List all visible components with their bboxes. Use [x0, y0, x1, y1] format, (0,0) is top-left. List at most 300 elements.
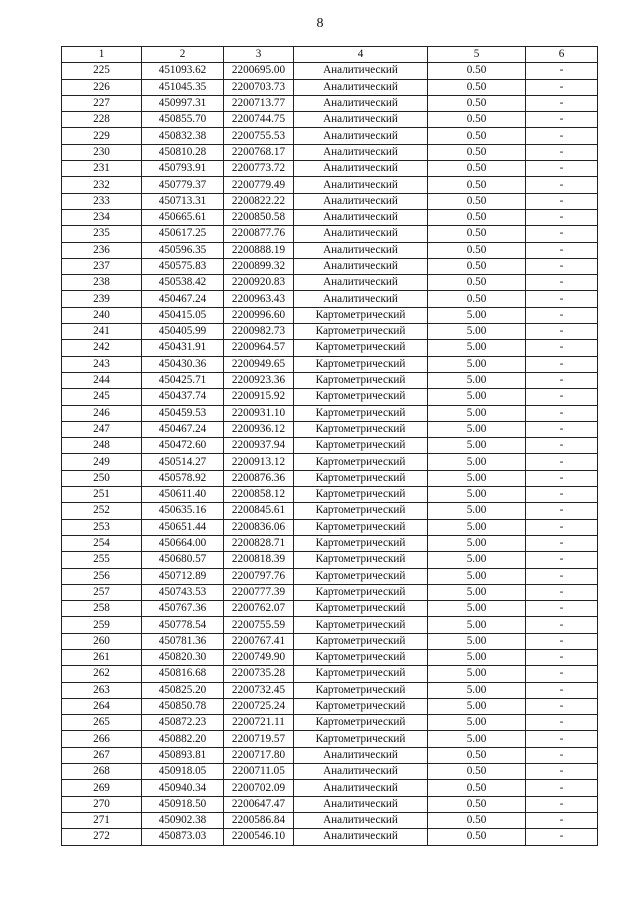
cell-y-coordinate: 2200923.36 — [224, 372, 294, 388]
cell-accuracy: 0.50 — [428, 63, 526, 79]
table-row — [62, 177, 598, 193]
cell-method: Аналитический — [294, 63, 428, 79]
cell-y-coordinate: 2200721.11 — [224, 715, 294, 731]
cell-y-coordinate: 2200713.77 — [224, 95, 294, 111]
table-row — [62, 617, 598, 633]
cell-point-number: 253 — [62, 519, 142, 535]
cell-method: Картометрический — [294, 584, 428, 600]
cell-x-coordinate: 450810.28 — [142, 144, 224, 160]
cell-x-coordinate: 450680.57 — [142, 552, 224, 568]
table-row — [62, 682, 598, 698]
cell-y-coordinate: 2200647.47 — [224, 796, 294, 812]
cell-method: Картометрический — [294, 389, 428, 405]
cell-y-coordinate: 2200818.39 — [224, 552, 294, 568]
cell-method: Картометрический — [294, 552, 428, 568]
cell-note: - — [526, 454, 598, 470]
cell-x-coordinate: 450832.38 — [142, 128, 224, 144]
cell-x-coordinate: 450893.81 — [142, 747, 224, 763]
cell-x-coordinate: 450430.36 — [142, 356, 224, 372]
cell-method: Аналитический — [294, 209, 428, 225]
cell-note: - — [526, 829, 598, 845]
cell-x-coordinate: 450664.00 — [142, 535, 224, 551]
cell-method: Картометрический — [294, 454, 428, 470]
cell-point-number: 250 — [62, 470, 142, 486]
table-row — [62, 258, 598, 274]
table-row — [62, 356, 598, 372]
cell-y-coordinate: 2200546.10 — [224, 829, 294, 845]
table-row — [62, 193, 598, 209]
cell-point-number: 259 — [62, 617, 142, 633]
cell-point-number: 268 — [62, 764, 142, 780]
cell-method: Картометрический — [294, 372, 428, 388]
table-row — [62, 812, 598, 828]
cell-y-coordinate: 2200963.43 — [224, 291, 294, 307]
cell-method: Картометрический — [294, 503, 428, 519]
cell-x-coordinate: 450902.38 — [142, 812, 224, 828]
cell-y-coordinate: 2200936.12 — [224, 421, 294, 437]
cell-y-coordinate: 2200899.32 — [224, 258, 294, 274]
cell-y-coordinate: 2200744.75 — [224, 112, 294, 128]
cell-x-coordinate: 450415.05 — [142, 307, 224, 323]
cell-point-number: 230 — [62, 144, 142, 160]
cell-note: - — [526, 209, 598, 225]
cell-note: - — [526, 372, 598, 388]
cell-x-coordinate: 450437.74 — [142, 389, 224, 405]
table-row — [62, 275, 598, 291]
cell-x-coordinate: 450514.27 — [142, 454, 224, 470]
table-row — [62, 535, 598, 551]
cell-point-number: 243 — [62, 356, 142, 372]
table-row — [62, 649, 598, 665]
cell-y-coordinate: 2200845.61 — [224, 503, 294, 519]
cell-method: Аналитический — [294, 95, 428, 111]
cell-accuracy: 0.50 — [428, 747, 526, 763]
cell-note: - — [526, 747, 598, 763]
cell-point-number: 245 — [62, 389, 142, 405]
cell-note: - — [526, 128, 598, 144]
cell-method: Аналитический — [294, 79, 428, 95]
cell-y-coordinate: 2200725.24 — [224, 698, 294, 714]
cell-accuracy: 5.00 — [428, 503, 526, 519]
cell-accuracy: 5.00 — [428, 454, 526, 470]
cell-method: Картометрический — [294, 470, 428, 486]
cell-method: Картометрический — [294, 568, 428, 584]
cell-y-coordinate: 2200982.73 — [224, 324, 294, 340]
cell-note: - — [526, 405, 598, 421]
cell-note: - — [526, 421, 598, 437]
table-row — [62, 487, 598, 503]
cell-y-coordinate: 2200913.12 — [224, 454, 294, 470]
cell-accuracy: 5.00 — [428, 584, 526, 600]
cell-x-coordinate: 450873.03 — [142, 829, 224, 845]
cell-note: - — [526, 503, 598, 519]
table-row — [62, 340, 598, 356]
cell-point-number: 272 — [62, 829, 142, 845]
cell-y-coordinate: 2200996.60 — [224, 307, 294, 323]
column-header-2: 2 — [142, 47, 224, 63]
cell-accuracy: 5.00 — [428, 438, 526, 454]
cell-method: Картометрический — [294, 487, 428, 503]
cell-method: Картометрический — [294, 698, 428, 714]
column-header-3: 3 — [224, 47, 294, 63]
cell-method: Картометрический — [294, 356, 428, 372]
cell-method: Аналитический — [294, 258, 428, 274]
cell-x-coordinate: 450778.54 — [142, 617, 224, 633]
cell-x-coordinate: 450820.30 — [142, 649, 224, 665]
cell-y-coordinate: 2200762.07 — [224, 601, 294, 617]
cell-accuracy: 5.00 — [428, 372, 526, 388]
cell-note: - — [526, 470, 598, 486]
cell-note: - — [526, 258, 598, 274]
cell-accuracy: 5.00 — [428, 698, 526, 714]
cell-note: - — [526, 144, 598, 160]
cell-method: Картометрический — [294, 340, 428, 356]
table-row — [62, 307, 598, 323]
cell-x-coordinate: 450578.92 — [142, 470, 224, 486]
cell-y-coordinate: 2200703.73 — [224, 79, 294, 95]
table-row — [62, 372, 598, 388]
cell-method: Картометрический — [294, 324, 428, 340]
cell-method: Аналитический — [294, 275, 428, 291]
cell-y-coordinate: 2200735.28 — [224, 666, 294, 682]
cell-accuracy: 0.50 — [428, 177, 526, 193]
cell-note: - — [526, 535, 598, 551]
cell-accuracy: 0.50 — [428, 128, 526, 144]
cell-accuracy: 0.50 — [428, 242, 526, 258]
cell-y-coordinate: 2200755.59 — [224, 617, 294, 633]
cell-accuracy: 5.00 — [428, 568, 526, 584]
cell-y-coordinate: 2200876.36 — [224, 470, 294, 486]
cell-method: Картометрический — [294, 666, 428, 682]
column-header-5: 5 — [428, 47, 526, 63]
cell-method: Аналитический — [294, 812, 428, 828]
cell-note: - — [526, 275, 598, 291]
cell-method: Картометрический — [294, 438, 428, 454]
cell-note: - — [526, 568, 598, 584]
cell-x-coordinate: 450779.37 — [142, 177, 224, 193]
cell-note: - — [526, 584, 598, 600]
cell-point-number: 233 — [62, 193, 142, 209]
cell-accuracy: 5.00 — [428, 307, 526, 323]
cell-y-coordinate: 2200931.10 — [224, 405, 294, 421]
cell-y-coordinate: 2200915.92 — [224, 389, 294, 405]
cell-note: - — [526, 633, 598, 649]
cell-point-number: 238 — [62, 275, 142, 291]
cell-note: - — [526, 193, 598, 209]
cell-accuracy: 0.50 — [428, 226, 526, 242]
cell-accuracy: 0.50 — [428, 161, 526, 177]
cell-y-coordinate: 2200888.19 — [224, 242, 294, 258]
cell-note: - — [526, 340, 598, 356]
cell-note: - — [526, 438, 598, 454]
page-number: 8 — [316, 16, 324, 31]
cell-y-coordinate: 2200732.45 — [224, 682, 294, 698]
column-header-1: 1 — [62, 47, 142, 63]
cell-point-number: 227 — [62, 95, 142, 111]
cell-method: Картометрический — [294, 519, 428, 535]
table-row — [62, 764, 598, 780]
cell-x-coordinate: 450431.91 — [142, 340, 224, 356]
cell-accuracy: 5.00 — [428, 470, 526, 486]
cell-y-coordinate: 2200586.84 — [224, 812, 294, 828]
cell-accuracy: 5.00 — [428, 519, 526, 535]
table-row — [62, 324, 598, 340]
cell-accuracy: 5.00 — [428, 649, 526, 665]
table-row — [62, 829, 598, 845]
cell-accuracy: 5.00 — [428, 633, 526, 649]
cell-note: - — [526, 226, 598, 242]
cell-method: Картометрический — [294, 633, 428, 649]
cell-point-number: 261 — [62, 649, 142, 665]
cell-point-number: 237 — [62, 258, 142, 274]
cell-y-coordinate: 2200779.49 — [224, 177, 294, 193]
table-row — [62, 519, 598, 535]
cell-note: - — [526, 177, 598, 193]
cell-x-coordinate: 450425.71 — [142, 372, 224, 388]
cell-y-coordinate: 2200822.22 — [224, 193, 294, 209]
cell-y-coordinate: 2200695.00 — [224, 63, 294, 79]
cell-x-coordinate: 450940.34 — [142, 780, 224, 796]
cell-note: - — [526, 617, 598, 633]
cell-point-number: 226 — [62, 79, 142, 95]
cell-note: - — [526, 796, 598, 812]
table-header-row — [62, 47, 598, 63]
cell-point-number: 248 — [62, 438, 142, 454]
table-row — [62, 242, 598, 258]
table-row — [62, 698, 598, 714]
cell-accuracy: 5.00 — [428, 601, 526, 617]
cell-point-number: 239 — [62, 291, 142, 307]
cell-point-number: 255 — [62, 552, 142, 568]
table-row — [62, 731, 598, 747]
table-row — [62, 747, 598, 763]
cell-accuracy: 0.50 — [428, 291, 526, 307]
cell-point-number: 263 — [62, 682, 142, 698]
cell-accuracy: 5.00 — [428, 487, 526, 503]
cell-accuracy: 0.50 — [428, 209, 526, 225]
cell-note: - — [526, 112, 598, 128]
table-row — [62, 552, 598, 568]
cell-y-coordinate: 2200711.05 — [224, 764, 294, 780]
cell-note: - — [526, 63, 598, 79]
table-row — [62, 226, 598, 242]
cell-point-number: 231 — [62, 161, 142, 177]
cell-y-coordinate: 2200768.17 — [224, 144, 294, 160]
cell-note: - — [526, 519, 598, 535]
cell-method: Картометрический — [294, 421, 428, 437]
cell-x-coordinate: 450781.36 — [142, 633, 224, 649]
cell-x-coordinate: 450767.36 — [142, 601, 224, 617]
cell-accuracy: 5.00 — [428, 617, 526, 633]
cell-point-number: 252 — [62, 503, 142, 519]
cell-x-coordinate: 450882.20 — [142, 731, 224, 747]
cell-x-coordinate: 450997.31 — [142, 95, 224, 111]
cell-accuracy: 0.50 — [428, 193, 526, 209]
cell-note: - — [526, 666, 598, 682]
cell-point-number: 260 — [62, 633, 142, 649]
cell-method: Картометрический — [294, 715, 428, 731]
cell-point-number: 234 — [62, 209, 142, 225]
cell-accuracy: 5.00 — [428, 421, 526, 437]
table-row — [62, 95, 598, 111]
cell-method: Картометрический — [294, 405, 428, 421]
cell-note: - — [526, 780, 598, 796]
cell-method: Картометрический — [294, 307, 428, 323]
cell-x-coordinate: 451093.62 — [142, 63, 224, 79]
cell-method: Аналитический — [294, 291, 428, 307]
cell-accuracy: 5.00 — [428, 682, 526, 698]
cell-point-number: 244 — [62, 372, 142, 388]
table-row — [62, 144, 598, 160]
cell-method: Аналитический — [294, 764, 428, 780]
cell-x-coordinate: 450472.60 — [142, 438, 224, 454]
cell-note: - — [526, 731, 598, 747]
cell-x-coordinate: 450596.35 — [142, 242, 224, 258]
table-row — [62, 584, 598, 600]
cell-note: - — [526, 649, 598, 665]
cell-y-coordinate: 2200964.57 — [224, 340, 294, 356]
column-header-6: 6 — [526, 47, 598, 63]
cell-accuracy: 5.00 — [428, 389, 526, 405]
table-row — [62, 666, 598, 682]
cell-note: - — [526, 307, 598, 323]
cell-note: - — [526, 161, 598, 177]
cell-y-coordinate: 2200773.72 — [224, 161, 294, 177]
cell-accuracy: 5.00 — [428, 324, 526, 340]
cell-y-coordinate: 2200797.76 — [224, 568, 294, 584]
table-row — [62, 128, 598, 144]
cell-accuracy: 0.50 — [428, 95, 526, 111]
cell-note: - — [526, 95, 598, 111]
cell-method: Аналитический — [294, 242, 428, 258]
cell-point-number: 264 — [62, 698, 142, 714]
cell-y-coordinate: 2200777.39 — [224, 584, 294, 600]
cell-point-number: 242 — [62, 340, 142, 356]
cell-note: - — [526, 356, 598, 372]
cell-x-coordinate: 450712.89 — [142, 568, 224, 584]
cell-note: - — [526, 812, 598, 828]
cell-method: Аналитический — [294, 747, 428, 763]
table-row — [62, 633, 598, 649]
cell-method: Аналитический — [294, 161, 428, 177]
table-row — [62, 161, 598, 177]
cell-accuracy: 0.50 — [428, 812, 526, 828]
cell-y-coordinate: 2200767.41 — [224, 633, 294, 649]
cell-method: Аналитический — [294, 177, 428, 193]
cell-method: Картометрический — [294, 601, 428, 617]
cell-accuracy: 5.00 — [428, 356, 526, 372]
cell-accuracy: 0.50 — [428, 829, 526, 845]
cell-y-coordinate: 2200717.80 — [224, 747, 294, 763]
cell-x-coordinate: 450918.05 — [142, 764, 224, 780]
cell-method: Картометрический — [294, 649, 428, 665]
cell-accuracy: 0.50 — [428, 112, 526, 128]
cell-y-coordinate: 2200719.57 — [224, 731, 294, 747]
cell-point-number: 249 — [62, 454, 142, 470]
cell-accuracy: 0.50 — [428, 275, 526, 291]
cell-point-number: 270 — [62, 796, 142, 812]
table-row — [62, 568, 598, 584]
cell-accuracy: 5.00 — [428, 552, 526, 568]
cell-accuracy: 0.50 — [428, 79, 526, 95]
cell-accuracy: 5.00 — [428, 340, 526, 356]
table-row — [62, 79, 598, 95]
cell-point-number: 240 — [62, 307, 142, 323]
cell-note: - — [526, 715, 598, 731]
cell-x-coordinate: 450538.42 — [142, 275, 224, 291]
column-header-4: 4 — [294, 47, 428, 63]
table-row — [62, 209, 598, 225]
cell-x-coordinate: 450405.99 — [142, 324, 224, 340]
table-row — [62, 63, 598, 79]
table-row — [62, 796, 598, 812]
cell-x-coordinate: 450665.61 — [142, 209, 224, 225]
cell-accuracy: 5.00 — [428, 666, 526, 682]
table-row — [62, 421, 598, 437]
cell-note: - — [526, 601, 598, 617]
cell-x-coordinate: 450825.20 — [142, 682, 224, 698]
cell-method: Аналитический — [294, 112, 428, 128]
cell-x-coordinate: 451045.35 — [142, 79, 224, 95]
cell-method: Картометрический — [294, 535, 428, 551]
table-row — [62, 389, 598, 405]
cell-x-coordinate: 450743.53 — [142, 584, 224, 600]
cell-accuracy: 5.00 — [428, 405, 526, 421]
cell-point-number: 246 — [62, 405, 142, 421]
cell-note: - — [526, 79, 598, 95]
cell-method: Аналитический — [294, 226, 428, 242]
cell-note: - — [526, 764, 598, 780]
table-row — [62, 503, 598, 519]
cell-accuracy: 0.50 — [428, 796, 526, 812]
cell-point-number: 266 — [62, 731, 142, 747]
cell-point-number: 225 — [62, 63, 142, 79]
cell-y-coordinate: 2200828.71 — [224, 535, 294, 551]
cell-accuracy: 5.00 — [428, 535, 526, 551]
cell-y-coordinate: 2200836.06 — [224, 519, 294, 535]
cell-method: Аналитический — [294, 193, 428, 209]
cell-note: - — [526, 242, 598, 258]
cell-y-coordinate: 2200937.94 — [224, 438, 294, 454]
cell-accuracy: 0.50 — [428, 780, 526, 796]
cell-x-coordinate: 450635.16 — [142, 503, 224, 519]
table-row — [62, 438, 598, 454]
cell-x-coordinate: 450467.24 — [142, 291, 224, 307]
cell-method: Аналитический — [294, 128, 428, 144]
cell-point-number: 254 — [62, 535, 142, 551]
cell-point-number: 265 — [62, 715, 142, 731]
table-row — [62, 291, 598, 307]
table-row — [62, 601, 598, 617]
cell-x-coordinate: 450611.40 — [142, 487, 224, 503]
table-row — [62, 715, 598, 731]
cell-method: Картометрический — [294, 682, 428, 698]
cell-point-number: 251 — [62, 487, 142, 503]
cell-y-coordinate: 2200858.12 — [224, 487, 294, 503]
cell-y-coordinate: 2200850.58 — [224, 209, 294, 225]
cell-note: - — [526, 698, 598, 714]
cell-point-number: 258 — [62, 601, 142, 617]
table-row — [62, 470, 598, 486]
cell-accuracy: 5.00 — [428, 715, 526, 731]
cell-method: Аналитический — [294, 780, 428, 796]
table-body — [62, 63, 598, 845]
cell-note: - — [526, 487, 598, 503]
cell-point-number: 229 — [62, 128, 142, 144]
cell-y-coordinate: 2200749.90 — [224, 649, 294, 665]
cell-method: Аналитический — [294, 144, 428, 160]
cell-note: - — [526, 389, 598, 405]
